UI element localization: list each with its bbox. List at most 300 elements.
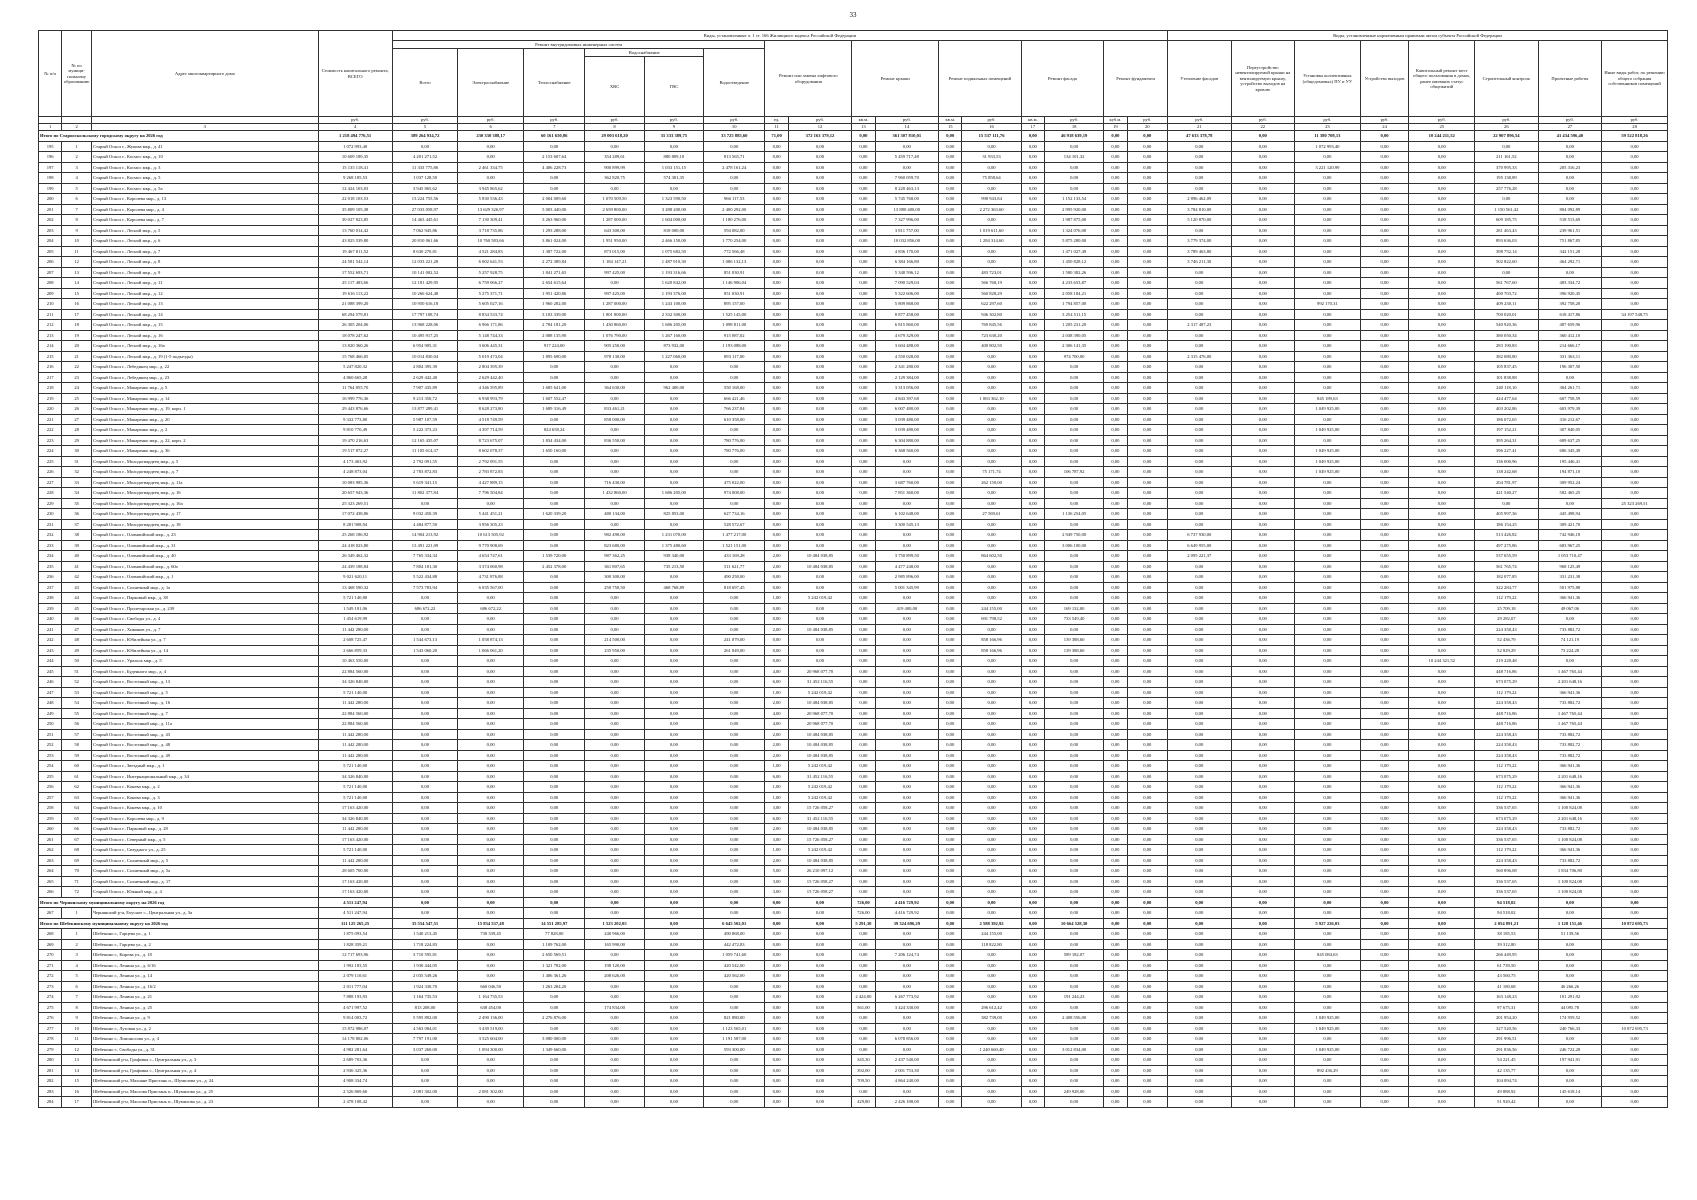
row-number: 201 <box>39 204 62 215</box>
value-cell: 0,00 <box>1231 729 1295 740</box>
value-cell: 2 201 648,16 <box>1538 677 1602 688</box>
value-cell: 0,00 <box>458 750 524 761</box>
value-cell: 0,00 <box>644 666 703 677</box>
value-cell: 0,00 <box>852 456 875 467</box>
value-cell: 0,00 <box>1021 708 1044 719</box>
value-cell: 0,00 <box>585 992 644 1003</box>
value-cell: 0,00 <box>1104 866 1127 877</box>
value-cell: 0,00 <box>1360 1044 1409 1055</box>
value-cell: 0,00 <box>1538 1097 1602 1108</box>
table-row <box>39 362 1668 373</box>
value-cell: 0,00 <box>1127 278 1167 289</box>
row-number: 267 <box>39 908 62 919</box>
table-row <box>39 1023 1668 1034</box>
value-cell: 0,00 <box>765 530 788 541</box>
value-cell: 31 452 116,55 <box>788 677 852 688</box>
value-cell: 0,00 <box>1127 687 1167 698</box>
value-cell: 0,00 <box>1409 351 1475 362</box>
value-cell: 0,00 <box>1360 131 1409 142</box>
value-cell: 0,00 <box>765 635 788 646</box>
value-cell: 0,00 <box>1044 740 1103 751</box>
header-capital: Капитальный ремонт мест общего пользования в домах, ранее имевших статус общежитий <box>1409 41 1475 117</box>
value-cell: 20 810 061,66 <box>392 236 458 247</box>
value-cell: 354 289,61 <box>585 152 644 163</box>
row-number: 220 <box>39 404 62 415</box>
value-cell: 0,00 <box>1409 929 1475 940</box>
value-cell: 4 654 747,61 <box>458 551 524 562</box>
value-cell: 0,00 <box>1231 152 1295 163</box>
value-cell: 0,00 <box>458 971 524 982</box>
value-cell: 0,00 <box>585 614 644 625</box>
value-cell: 0,00 <box>1602 803 1668 814</box>
value-cell: 5 222 373,23 <box>392 425 458 436</box>
value-cell: 0,00 <box>1295 971 1361 982</box>
value-cell: 0,00 <box>524 719 585 730</box>
value-cell: 19 467 811,52 <box>318 246 392 257</box>
value-cell: 0,00 <box>1231 992 1295 1003</box>
municipal-number: 68 <box>62 845 92 856</box>
value-cell: 0,00 <box>392 740 458 751</box>
value-cell: 0,00 <box>1104 698 1127 709</box>
municipal-number: 52 <box>62 677 92 688</box>
value-cell: 0,00 <box>1602 981 1668 992</box>
value-cell: 0,00 <box>1231 887 1295 898</box>
value-cell: 1 019 611,60 <box>962 225 1021 236</box>
column-number-cell: 18 <box>1044 124 1103 131</box>
value-cell: 0,00 <box>1602 152 1668 163</box>
value-cell: 1 086 132,13 <box>704 257 765 268</box>
value-cell: 2 272 389,84 <box>524 257 585 268</box>
value-cell: 327 520,56 <box>1475 1023 1539 1034</box>
value-cell: 1 801 800,00 <box>585 309 644 320</box>
municipal-number: 4 <box>62 960 92 971</box>
value-cell: 0,00 <box>524 992 585 1003</box>
row-number: 278 <box>39 1034 62 1045</box>
value-cell: 0,00 <box>585 855 644 866</box>
value-cell: 0,00 <box>1360 1086 1409 1097</box>
value-cell: 0,00 <box>852 666 875 677</box>
value-cell: 5 522 434,88 <box>392 572 458 583</box>
value-cell: 0,00 <box>704 593 765 604</box>
row-number: 202 <box>39 215 62 226</box>
value-cell: 0,00 <box>1104 824 1127 835</box>
value-cell: 726,00 <box>852 908 875 919</box>
value-cell: 0,00 <box>1231 194 1295 205</box>
value-cell: 0,00 <box>1127 425 1167 436</box>
value-cell: 0,00 <box>1360 561 1409 572</box>
value-cell: 3 080 000,00 <box>524 1034 585 1045</box>
value-cell: 1,00 <box>765 782 788 793</box>
value-cell: 0,00 <box>1127 740 1167 751</box>
value-cell: 0,00 <box>1409 971 1475 982</box>
value-cell: 400 703,72 <box>1475 288 1539 299</box>
value-cell: 0,00 <box>1044 782 1103 793</box>
value-cell: 0,00 <box>875 1044 939 1055</box>
value-cell: 0,00 <box>1044 803 1103 814</box>
value-cell: 0,00 <box>585 761 644 772</box>
address-cell: Старый Оскол г., Лесной мкр., д. 15 <box>91 320 318 331</box>
value-cell: 0,00 <box>939 1034 962 1045</box>
value-cell: 0,00 <box>1409 372 1475 383</box>
value-cell: 10 463 550,00 <box>318 656 392 667</box>
value-cell: 309 421,70 <box>1538 519 1602 530</box>
value-cell: 0,00 <box>962 803 1021 814</box>
value-cell: 10 484 038,85 <box>788 750 852 761</box>
value-cell: 0,00 <box>585 425 644 436</box>
value-cell: 18 078 247,62 <box>318 330 392 341</box>
value-cell: 235 950,00 <box>585 645 644 656</box>
value-cell: 0,00 <box>875 162 939 173</box>
value-cell: 0,00 <box>962 845 1021 856</box>
value-cell: 0,00 <box>1231 162 1295 173</box>
value-cell: 0,00 <box>1360 698 1409 709</box>
address-cell: Старый Оскол г., Олимпийский мкр., д. 1 <box>91 572 318 583</box>
value-cell: 139 388,60 <box>1044 635 1103 646</box>
value-cell: 0,00 <box>1409 204 1475 215</box>
value-cell: 2,00 <box>765 624 788 635</box>
value-cell: 101 838,88 <box>1475 372 1539 383</box>
value-cell: 0,00 <box>875 467 939 478</box>
value-cell: 0,00 <box>1021 236 1044 247</box>
value-cell: 362 820,75 <box>585 173 644 184</box>
value-cell: 0,00 <box>1044 719 1103 730</box>
row-number: 198 <box>39 173 62 184</box>
value-cell: 1 100 824,08 <box>1538 876 1602 887</box>
value-cell: 4 416 729,92 <box>875 897 939 908</box>
value-cell: 0,00 <box>1231 792 1295 803</box>
value-cell: 0,00 <box>1127 236 1167 247</box>
value-cell: 1 184 147,21 <box>585 257 644 268</box>
value-cell: 0,00 <box>704 1086 765 1097</box>
value-cell: 0,00 <box>1602 404 1668 415</box>
value-cell: 0,00 <box>765 393 788 404</box>
value-cell: 0,00 <box>1602 351 1668 362</box>
value-cell: 0,00 <box>1127 393 1167 404</box>
value-cell: 0,00 <box>644 687 703 698</box>
value-cell: 0,00 <box>585 603 644 614</box>
value-cell: 0,00 <box>852 131 875 142</box>
value-cell: 0,00 <box>1044 551 1103 562</box>
value-cell: 0,00 <box>1602 288 1668 299</box>
municipal-number: 14 <box>62 1065 92 1076</box>
value-cell: 2 408 556,00 <box>1044 1013 1103 1024</box>
value-cell: 0,00 <box>1409 467 1475 478</box>
value-cell: 1 284 314,60 <box>962 236 1021 247</box>
value-cell: 0,00 <box>1021 141 1044 152</box>
value-cell: 6 649 955,00 <box>1168 540 1232 551</box>
value-cell: 0,00 <box>1602 162 1668 173</box>
value-cell: 0,00 <box>1231 509 1295 520</box>
value-cell: 998 943,84 <box>962 194 1021 205</box>
value-cell: 0,00 <box>1360 782 1409 793</box>
value-cell: 0,00 <box>704 687 765 698</box>
value-cell: 622 297,60 <box>962 299 1021 310</box>
value-cell: 44 095,78 <box>1538 1002 1602 1013</box>
value-cell: 0,00 <box>1104 908 1127 919</box>
value-cell: 0,00 <box>1409 908 1475 919</box>
value-cell: 10 664 528,30 <box>1044 918 1103 929</box>
value-cell: 0,00 <box>458 729 524 740</box>
value-cell: 0,00 <box>939 173 962 184</box>
value-cell: 0,00 <box>765 446 788 457</box>
value-cell: 610 358,00 <box>704 414 765 425</box>
value-cell: 0,00 <box>1044 939 1103 950</box>
header-gvs: ГВС <box>644 57 703 117</box>
value-cell: 0,00 <box>1409 225 1475 236</box>
value-cell: 0,00 <box>1360 456 1409 467</box>
value-cell: 10 484 038,85 <box>788 729 852 740</box>
address-cell: Шебекино г., Ленина ул., д. 16/2 <box>91 981 318 992</box>
municipal-number: 5 <box>62 183 92 194</box>
value-cell: 0,00 <box>1104 740 1127 751</box>
value-cell: 0,00 <box>704 908 765 919</box>
value-cell: 3 750 899,50 <box>875 551 939 562</box>
table-row <box>39 635 1668 646</box>
value-cell: 429,80 <box>852 1097 875 1108</box>
value-cell: 700 020,01 <box>1475 309 1539 320</box>
value-cell: 0,00 <box>1602 204 1668 215</box>
value-cell: 0,00 <box>1168 687 1232 698</box>
value-cell: 0,00 <box>1168 425 1232 436</box>
value-cell: 0,00 <box>1104 257 1127 268</box>
value-cell: 0,00 <box>1231 341 1295 352</box>
value-cell: 382 739,00 <box>962 1013 1021 1024</box>
value-cell: 0,00 <box>1360 824 1409 835</box>
value-cell: 1 525 145,00 <box>704 309 765 320</box>
value-cell: 0,00 <box>852 383 875 394</box>
value-cell: 1 191 587,00 <box>704 1034 765 1045</box>
row-number: 221 <box>39 414 62 425</box>
value-cell: 0,00 <box>644 477 703 488</box>
column-number-cell: 13 <box>852 124 875 131</box>
value-cell: 0,00 <box>1168 698 1232 709</box>
value-cell: 0,00 <box>458 845 524 856</box>
value-cell: 1 406 361,26 <box>524 971 585 982</box>
municipal-number: 3 <box>62 950 92 961</box>
value-cell: 0,00 <box>765 603 788 614</box>
address-cell: Старый Оскол г., Пролетарская ул., д. 239 <box>91 603 318 614</box>
table-row <box>39 708 1668 719</box>
value-cell: 0,00 <box>1360 1076 1409 1087</box>
address-cell: Старый Оскол г., Макаренко мкр., д. 19, корп. 1 <box>91 404 318 415</box>
value-cell: 0,00 <box>1360 666 1409 677</box>
value-cell: 0,00 <box>1127 257 1167 268</box>
value-cell: 0,00 <box>1021 561 1044 572</box>
value-cell: 0,00 <box>1231 1097 1295 1108</box>
value-cell: 0,00 <box>1602 1076 1668 1087</box>
value-cell: 118 822,80 <box>962 939 1021 950</box>
value-cell: 0,00 <box>1127 960 1167 971</box>
value-cell: 20 657 943,36 <box>318 488 392 499</box>
value-cell: 22 884 560,00 <box>318 708 392 719</box>
value-cell: 6 102 648,00 <box>875 509 939 520</box>
value-cell: 0,00 <box>1021 572 1044 583</box>
value-cell: 0,00 <box>1127 824 1167 835</box>
value-cell: 0,00 <box>524 456 585 467</box>
value-cell: 0,00 <box>1044 855 1103 866</box>
value-cell: 169 132,00 <box>1044 603 1103 614</box>
value-cell: 0,00 <box>1021 582 1044 593</box>
value-cell: 0,00 <box>1602 593 1668 604</box>
value-cell: 2 490 136,00 <box>458 1013 524 1024</box>
value-cell: 0,00 <box>1409 750 1475 761</box>
value-cell: 395 264,31 <box>1475 435 1539 446</box>
value-cell: 0,00 <box>939 792 962 803</box>
value-cell: 0,00 <box>852 792 875 803</box>
municipal-number: 58 <box>62 740 92 751</box>
value-cell: 0,00 <box>1409 950 1475 961</box>
value-cell: 5 745 768,00 <box>875 194 939 205</box>
value-cell: 0,00 <box>644 1013 703 1024</box>
header-vsego: Всего <box>392 49 458 117</box>
value-cell: 0,00 <box>458 1055 524 1066</box>
value-cell: 0,00 <box>524 624 585 635</box>
value-cell: 0,00 <box>1360 614 1409 625</box>
value-cell: 191 244,23 <box>1044 992 1103 1003</box>
value-cell: 0,00 <box>1602 225 1668 236</box>
row-number: 226 <box>39 467 62 478</box>
value-cell: 0,00 <box>1602 267 1668 278</box>
value-cell: 4 477 248,00 <box>875 561 939 572</box>
value-cell: 0,00 <box>1538 1034 1602 1045</box>
value-cell: 0,00 <box>1602 341 1668 352</box>
value-cell: 0,00 <box>1044 425 1103 436</box>
value-cell: 442 472,83 <box>704 939 765 950</box>
value-cell: 0,00 <box>1409 939 1475 950</box>
value-cell: 0,00 <box>1021 950 1044 961</box>
value-cell: 8 877 458,00 <box>875 309 939 320</box>
row-number: 255 <box>39 771 62 782</box>
value-cell: 0,00 <box>939 929 962 940</box>
value-cell: 0,00 <box>1409 509 1475 520</box>
address-cell: Старый Оскол г., Лесной мкр., д. 16а <box>91 341 318 352</box>
value-cell: 4 511 247,94 <box>318 908 392 919</box>
value-cell: 593 300,00 <box>704 1044 765 1055</box>
value-cell: 0,00 <box>1295 362 1361 373</box>
value-cell: 0,00 <box>1127 866 1167 877</box>
table-row <box>39 152 1668 163</box>
value-cell: 560 828,29 <box>962 288 1021 299</box>
value-cell: 0,00 <box>392 656 458 667</box>
row-number: 232 <box>39 530 62 541</box>
value-cell: 0,00 <box>1602 246 1668 257</box>
value-cell: 0,00 <box>852 698 875 709</box>
value-cell: 1 467 765,44 <box>1538 708 1602 719</box>
value-cell: 3 784 810,00 <box>1168 204 1232 215</box>
municipal-number: 1 <box>62 908 92 919</box>
value-cell: 0,00 <box>1475 267 1539 278</box>
value-cell: 0,00 <box>644 750 703 761</box>
value-cell: 0,00 <box>1168 225 1232 236</box>
value-cell: 0,00 <box>962 981 1021 992</box>
value-cell: 0,00 <box>1044 908 1103 919</box>
value-cell: 5 242 019,42 <box>788 687 852 698</box>
value-cell: 0,00 <box>875 456 939 467</box>
value-cell: 0,00 <box>1360 498 1409 509</box>
value-cell: 0,00 <box>1602 614 1668 625</box>
value-cell: 1 467 765,44 <box>1538 719 1602 730</box>
value-cell: 0,00 <box>524 477 585 488</box>
value-cell: 0,00 <box>1295 152 1361 163</box>
value-cell: 1 240 660,40 <box>962 1044 1021 1055</box>
value-cell: 9 032 450,39 <box>392 509 458 520</box>
value-cell: 0,00 <box>788 1055 852 1066</box>
municipal-number: 16 <box>62 1086 92 1097</box>
value-cell: 0,00 <box>765 656 788 667</box>
table-row <box>39 813 1668 824</box>
row-number: 241 <box>39 624 62 635</box>
value-cell: 0,00 <box>939 824 962 835</box>
value-cell: 0,00 <box>1021 456 1044 467</box>
value-cell: 4,00 <box>765 666 788 677</box>
value-cell: 208 626,00 <box>585 971 644 982</box>
value-cell: 709,50 <box>852 1076 875 1087</box>
value-cell: 0,00 <box>1295 320 1361 331</box>
value-cell: 0,00 <box>875 708 939 719</box>
value-cell: 0,00 <box>962 183 1021 194</box>
value-cell: 2 201 648,16 <box>1538 813 1602 824</box>
address-cell: Старый Оскол г., Буденного мкр., д. 4 <box>91 666 318 677</box>
value-cell: 0,00 <box>1409 824 1475 835</box>
value-cell: 0,00 <box>962 498 1021 509</box>
value-cell: 0,00 <box>644 740 703 751</box>
value-cell: 0,00 <box>704 603 765 614</box>
value-cell: 0,00 <box>1104 215 1127 226</box>
value-cell: 0,00 <box>524 729 585 740</box>
value-cell: 0,00 <box>1231 236 1295 247</box>
value-cell: 0,00 <box>1295 519 1361 530</box>
value-cell: 0,00 <box>1409 666 1475 677</box>
value-cell: 823 680,00 <box>585 540 644 551</box>
value-cell: 1 321 782,00 <box>524 960 585 971</box>
column-numbers-row <box>39 124 1668 131</box>
value-cell: 2,00 <box>765 855 788 866</box>
value-cell: 895 157,00 <box>704 299 765 310</box>
municipal-number: 50 <box>62 656 92 667</box>
column-number-cell: 27 <box>1538 124 1602 131</box>
value-cell: 3 687 760,00 <box>875 477 939 488</box>
value-cell: 10 484 038,85 <box>788 740 852 751</box>
value-cell: 0,00 <box>962 162 1021 173</box>
value-cell: 0,00 <box>765 288 788 299</box>
value-cell: 0,00 <box>875 498 939 509</box>
value-cell: 0,00 <box>524 792 585 803</box>
value-cell: 660 046,50 <box>458 981 524 992</box>
municipal-number: 44 <box>62 593 92 604</box>
value-cell: 0,00 <box>1231 519 1295 530</box>
value-cell: 0,00 <box>524 771 585 782</box>
value-cell: 0,00 <box>1409 446 1475 457</box>
value-cell: 10 244 321,52 <box>1409 656 1475 667</box>
value-cell: 845 084,63 <box>1295 950 1361 961</box>
value-cell: 0,00 <box>765 162 788 173</box>
address-cell: Старый Оскол г., Молодогвардеец мкр., д. 17 <box>91 509 318 520</box>
value-cell: 0,00 <box>704 782 765 793</box>
value-cell: 0,00 <box>704 624 765 635</box>
value-cell: 0,00 <box>458 656 524 667</box>
value-cell: 0,00 <box>1168 278 1232 289</box>
value-cell: 10 872 695,73 <box>1602 1023 1668 1034</box>
value-cell: 0,00 <box>939 698 962 709</box>
value-cell: 0,00 <box>1602 540 1668 551</box>
value-cell: 0,00 <box>1409 1097 1475 1108</box>
value-cell: 0,00 <box>1168 824 1232 835</box>
value-cell: 0,00 <box>852 971 875 982</box>
value-cell: 0,00 <box>704 866 765 877</box>
value-cell: 2,00 <box>765 698 788 709</box>
value-cell: 26 349 462,32 <box>318 551 392 562</box>
value-cell: 0,00 <box>1104 246 1127 257</box>
